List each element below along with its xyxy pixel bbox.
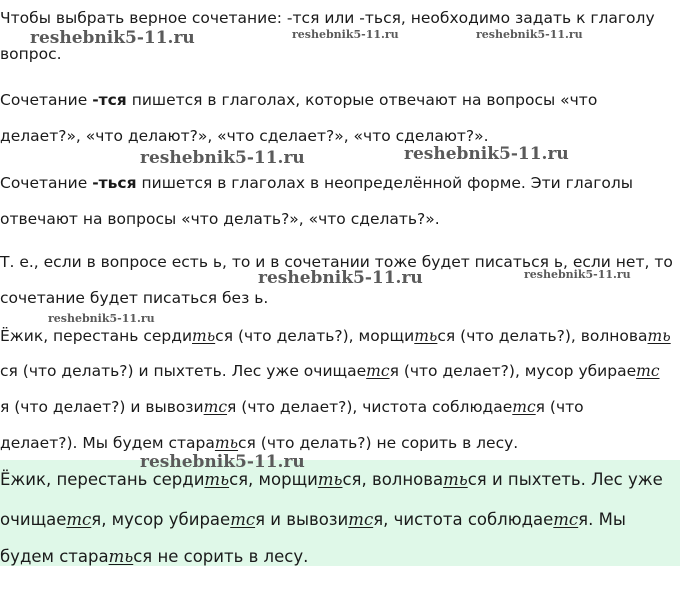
watermark: reshebnik5-11.ru <box>140 148 305 168</box>
rule-tsya-soft-line-1 <box>0 174 633 192</box>
answer-line-3 <box>0 547 308 566</box>
text-segment: ся, волнова <box>342 470 444 489</box>
text-segment: я (что делает?), мусор убирае <box>389 362 637 380</box>
exercise-line-1 <box>0 327 671 345</box>
rule-tsya-soft-line-2: отвечают на вопросы «что делать?», «что сделать?». <box>0 210 440 228</box>
watermark: reshebnik5-11.ru <box>476 28 583 41</box>
marked-letters: ть <box>214 434 239 452</box>
marked-letters: тс <box>203 398 228 416</box>
text-segment: очищае <box>0 510 67 529</box>
rule-tsya-line-2: делает?», «что делают?», «что сделает?», «что сделают?». <box>0 127 489 145</box>
answer-line-1 <box>0 470 663 489</box>
marked-letters: тс <box>348 510 374 529</box>
watermark: reshebnik5-11.ru <box>404 144 569 164</box>
exercise-line-2 <box>0 362 660 380</box>
text-segment: ся, морщи <box>229 470 318 489</box>
rule-summary-line-1: Т. е., если в вопросе есть ь, то и в сочетании тоже будет писаться ь, если нет, то <box>0 253 673 271</box>
watermark: reshebnik5-11.ru <box>30 28 195 48</box>
answer-line-2 <box>0 510 626 529</box>
marked-letters: ть <box>192 327 216 345</box>
text-segment: я. Мы <box>578 510 626 529</box>
watermark: reshebnik5-11.ru <box>524 268 631 281</box>
rule-text: пишется в глаголах в неопределённой форме. Эти глаголы <box>136 174 633 192</box>
rule-intro-line-1: Чтобы выбрать верное сочетание: -тся или -ться, необходимо задать к глаголу <box>0 9 655 27</box>
text-segment: ся (что делать?) не сорить в лесу. <box>238 434 519 452</box>
rule-suffix-tsya: -тся <box>92 91 127 109</box>
rule-text: Сочетание <box>0 174 93 192</box>
rule-tsya-line-1 <box>0 91 597 109</box>
text-segment: Ёжик, перестань серди <box>0 470 205 489</box>
exercise-line-3 <box>0 398 584 416</box>
rule-suffix-tsya-soft: -ться <box>92 174 137 192</box>
text-segment: Ёжик, перестань серди <box>0 327 193 345</box>
text-segment: ся (что делать?), морщи <box>215 327 415 345</box>
marked-letters: ть <box>443 470 468 489</box>
text-segment: ся и пыхтеть. Лес уже <box>467 470 663 489</box>
marked-letters: тс <box>636 362 660 380</box>
marked-letters: тс <box>66 510 92 529</box>
exercise-line-4 <box>0 434 518 452</box>
text-segment: я, чистота соблюдае <box>373 510 554 529</box>
marked-letters: тс <box>366 362 390 380</box>
marked-letters: тс <box>230 510 256 529</box>
marked-letters: ть <box>204 470 230 489</box>
marked-letters: ть <box>647 327 671 345</box>
marked-letters: ть <box>108 547 134 566</box>
text-segment: я (что делает?) и вывози <box>0 398 204 416</box>
rule-summary-line-2: сочетание будет писаться без ь. <box>0 289 269 307</box>
watermark: reshebnik5-11.ru <box>292 28 399 41</box>
text-segment: ся (что делать?) и пыхтеть. Лес уже очищае <box>0 362 367 380</box>
watermark: reshebnik5-11.ru <box>140 452 305 472</box>
watermark: reshebnik5-11.ru <box>258 268 423 288</box>
text-segment: я, мусор убирае <box>91 510 231 529</box>
text-segment: я (что <box>535 398 584 416</box>
text-segment: делает?). Мы будем стара <box>0 434 215 452</box>
marked-letters: тс <box>553 510 579 529</box>
text-segment: ся (что делать?), волнова <box>437 327 648 345</box>
rule-intro-line-2: вопрос. <box>0 45 62 63</box>
text-segment: я и вывози <box>255 510 349 529</box>
rule-text: Сочетание <box>0 91 93 109</box>
marked-letters: тс <box>512 398 536 416</box>
text-segment: ся не сорить в лесу. <box>133 547 309 566</box>
text-segment: будем стара <box>0 547 109 566</box>
marked-letters: ть <box>317 470 343 489</box>
rule-text: пишется в глаголах, которые отвечают на вопросы «что <box>126 91 598 109</box>
marked-letters: ть <box>414 327 438 345</box>
watermark: reshebnik5-11.ru <box>48 312 155 325</box>
text-segment: я (что делает?), чистота соблюдае <box>227 398 513 416</box>
